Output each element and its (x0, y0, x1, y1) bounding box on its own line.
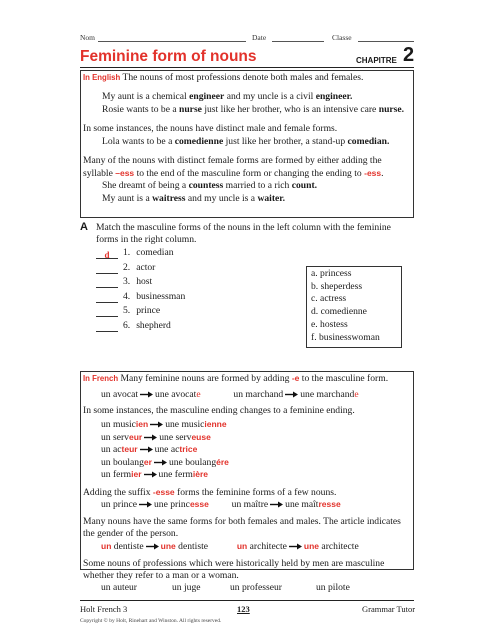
answer-blank[interactable] (96, 293, 118, 303)
classe-line (358, 41, 414, 42)
french-paragraph-3: Adding the suffix -esse forms the feminine forms of a few nouns. (83, 487, 337, 498)
feminine-stem: une ac (154, 444, 180, 455)
french-tag: In French (83, 374, 119, 383)
match-item (96, 305, 160, 317)
french-example-4: un dentiste une dentiste un architecte une architecte (101, 541, 359, 552)
exercise-a-letter: A (80, 221, 88, 233)
choice-item: f. businesswoman (311, 331, 380, 343)
masculine-only-noun: un pilote (316, 582, 350, 593)
exercise-a-instructions-1: Match the masculine forms of the nouns in the left column with the feminine (96, 222, 391, 233)
masculine-ending: teur (121, 444, 138, 454)
ending-change-row (101, 443, 197, 456)
masculine-ending: ien (135, 419, 149, 429)
date-line (272, 41, 324, 42)
date-label: Date (252, 33, 267, 42)
answer-blank[interactable] (96, 278, 118, 288)
arrow-icon (150, 421, 163, 428)
english-example-3: Lola wants to be a comedienne just like her brother, a stand-up comedian. (102, 136, 390, 147)
french-intro: In French Many feminine nouns are formed by adding -e to the masculine form. (83, 373, 389, 384)
arrow-icon (140, 446, 153, 453)
answer-blank[interactable] (96, 322, 118, 332)
match-item (96, 291, 185, 303)
masculine-stem: un serv (101, 431, 129, 443)
item-number: 2. (123, 261, 131, 273)
chapitre-label: CHAPITRE (356, 56, 397, 65)
masculine-ending: er (143, 456, 152, 467)
arrow-icon (139, 501, 152, 508)
masculine-ending: eur (128, 431, 143, 442)
match-item (96, 262, 155, 274)
page-title: Feminine form of nouns (80, 48, 257, 65)
ending-change-row (101, 456, 229, 469)
match-item (96, 247, 174, 259)
masculine-stem: un ac (101, 444, 122, 455)
english-paragraph-2: In some instances, the nouns have distinct male and female forms. (83, 123, 338, 134)
choice-item: d. comedienne (311, 306, 367, 318)
item-number: 1. (123, 247, 131, 258)
feminine-stem: une ferm (158, 469, 193, 480)
item-number: 6. (123, 319, 131, 331)
french-paragraph-5-line-1: Some nouns of professions which were historically held by men are masculine (83, 558, 385, 569)
english-example-2: Rosie wants to be a nurse just like her brother, who is an intensive care nurse. (102, 104, 405, 115)
masculine-stem: un boulang (101, 456, 144, 468)
item-word: host (136, 276, 153, 287)
feminine-ending: ière (192, 469, 209, 479)
french-paragraph-4-line-2: the gender of the person. (83, 528, 179, 539)
chapitre-number: 2 (403, 44, 415, 66)
arrow-icon (146, 543, 159, 550)
feminine-ending: ienne (204, 419, 227, 429)
item-number: 3. (123, 276, 131, 287)
feminine-stem: une boulang (168, 456, 217, 468)
masculine-only-noun: un professeur (230, 582, 282, 593)
english-example-5: My aunt is a waitress and my uncle is a waiter. (102, 193, 286, 204)
footer-copyright: Copyright © by Holt, Rinehart and Winston. All rights reserved. (80, 618, 222, 624)
masculine-only-noun: un juge (172, 582, 201, 593)
choice-item: b. sheperdess (311, 280, 363, 292)
english-intro: In English The nouns of most professions denote both males and females. (83, 72, 364, 83)
arrow-icon (144, 471, 157, 478)
french-example-1: un avocat une avocate un marchand une marchande (101, 389, 359, 400)
feminine-stem: une serv (159, 431, 192, 443)
feminine-ending: trice (179, 444, 198, 454)
arrow-icon (270, 501, 283, 508)
footer-rule (80, 600, 414, 601)
feminine-ending: ére (216, 456, 229, 467)
item-word: comedian (136, 247, 174, 258)
english-paragraph-3-line-2: syllable –ess to the end of the masculine form or changing the ending to -ess. (83, 168, 384, 179)
french-paragraph-2: In some instances, the masculine ending changes to a feminine ending. (83, 405, 355, 416)
match-item (96, 276, 152, 288)
feminine-stem: une music (165, 419, 205, 430)
item-number: 4. (123, 290, 131, 302)
nom-label: Nom (80, 33, 95, 42)
title-rule (80, 67, 414, 68)
english-paragraph-3-line-1: Many of the nouns with distinct female forms are formed by either adding the (83, 155, 382, 166)
choice-item: a. princess (311, 268, 352, 279)
french-example-3: un prince une princesse un maître une maîtresse (101, 499, 341, 510)
choice-item: e. hostess (311, 318, 348, 330)
ending-change-row (101, 431, 211, 444)
answer-blank[interactable] (96, 307, 118, 317)
masculine-only-noun: un auteur (101, 582, 137, 593)
masculine-stem: un ferm (101, 469, 132, 480)
answer-blank[interactable]: d (96, 249, 118, 259)
item-number: 5. (123, 305, 131, 316)
masculine-stem: un music (101, 419, 136, 430)
arrow-icon (144, 434, 157, 441)
item-word: businessman (136, 290, 186, 302)
arrow-icon (140, 391, 153, 398)
item-word: shepherd (136, 319, 171, 331)
french-paragraph-5-line-2: whether they refer to a man or a woman. (83, 570, 239, 581)
english-tag: In English (83, 73, 121, 82)
english-example-1: My aunt is a chemical engineer and my uncle is a civil engineer. (102, 91, 353, 102)
arrow-icon (289, 543, 302, 550)
item-word: actor (136, 261, 156, 273)
french-paragraph-4-line-1: Many nouns have the same forms for both females and males. The article indicates (83, 516, 401, 527)
choice-item: c. actress (311, 293, 347, 305)
english-example-4: She dreamt of being a countess married to a rich count. (102, 180, 318, 191)
match-item (96, 320, 171, 332)
ending-change-row (101, 468, 208, 481)
footer-grammar-tutor: Grammar Tutor (362, 604, 416, 614)
arrow-icon (285, 391, 298, 398)
classe-label: Classe (332, 33, 352, 42)
answer-blank[interactable] (96, 264, 118, 274)
footer-book: Holt French 3 (80, 604, 128, 614)
exercise-a-instructions-2: forms in the right column. (96, 234, 197, 245)
footer-page-number: 123 (237, 604, 250, 614)
feminine-ending: euse (191, 431, 211, 442)
ending-change-row (101, 418, 227, 431)
masculine-ending: ier (131, 469, 142, 479)
nom-line (98, 41, 246, 42)
item-word: prince (136, 305, 161, 316)
arrow-icon (154, 459, 167, 466)
